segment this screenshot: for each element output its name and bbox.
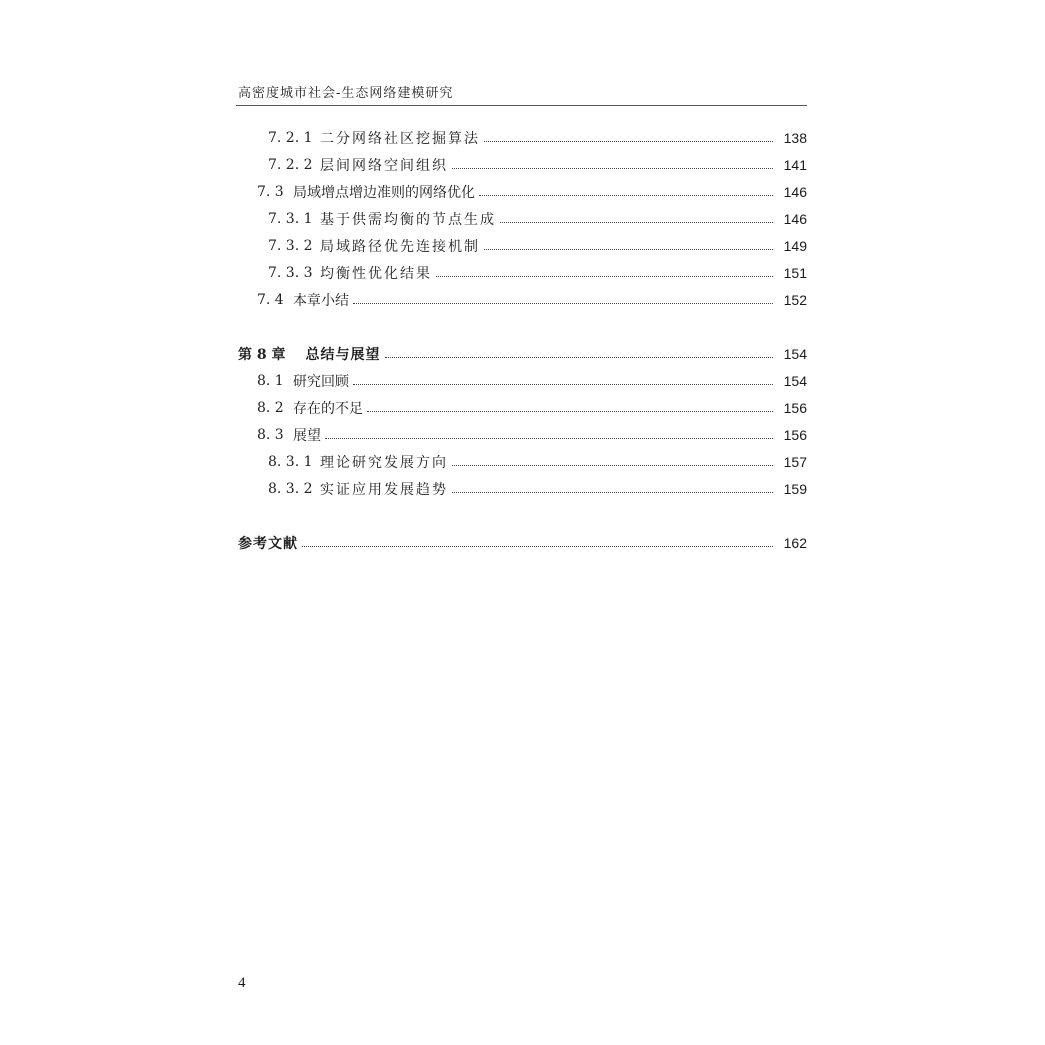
toc-section-number: 8. 3 bbox=[257, 426, 284, 443]
toc-page-number: 152 bbox=[783, 291, 807, 308]
toc-page-number: 159 bbox=[783, 480, 807, 497]
toc-entry-title: 总结与展望 bbox=[305, 346, 381, 363]
toc-section-number: 8. 2 bbox=[257, 399, 284, 416]
toc-page-number: 138 bbox=[783, 129, 807, 146]
dot-leader bbox=[367, 411, 773, 412]
toc-page-number: 162 bbox=[783, 534, 807, 551]
toc-entry-title: 理论研究发展方向 bbox=[320, 454, 448, 471]
toc-page-number: 156 bbox=[783, 426, 807, 443]
dot-leader bbox=[353, 303, 773, 304]
dot-leader bbox=[385, 357, 774, 358]
running-head: 高密度城市社会-生态网络建模研究 bbox=[238, 86, 454, 101]
toc-section-number: 7. 3. 3 bbox=[268, 264, 313, 281]
toc-section-number: 7. 3. 1 bbox=[268, 210, 313, 227]
dot-leader bbox=[452, 492, 773, 493]
toc-section-number: 7. 3 bbox=[257, 183, 284, 200]
toc-entry-7-2-1[interactable] bbox=[238, 124, 807, 151]
toc-entry-7-3-1[interactable] bbox=[238, 205, 807, 232]
toc-entry-title: 层间网络空间组织 bbox=[320, 157, 448, 174]
toc-entry-title: 实证应用发展趋势 bbox=[320, 481, 448, 498]
toc-entry-title: 展望 bbox=[293, 427, 321, 444]
dot-leader bbox=[452, 465, 773, 466]
toc-chapter-number: 第 8 章 bbox=[238, 346, 286, 363]
dot-leader bbox=[484, 249, 773, 250]
dot-leader bbox=[353, 384, 773, 385]
toc-page-number: 146 bbox=[783, 183, 807, 200]
toc-page-number: 151 bbox=[783, 264, 807, 281]
toc-entry-8-3[interactable] bbox=[238, 421, 807, 448]
toc-entry-7-3[interactable] bbox=[238, 178, 807, 205]
toc-entry-7-2-2[interactable] bbox=[238, 151, 807, 178]
toc-section-number: 7. 2. 1 bbox=[268, 129, 313, 146]
toc-section-number: 7. 3. 2 bbox=[268, 237, 313, 254]
toc-entry-7-3-3[interactable] bbox=[238, 259, 807, 286]
toc-section-number: 8. 1 bbox=[257, 372, 284, 389]
header-rule bbox=[236, 105, 807, 106]
dot-leader bbox=[452, 168, 773, 169]
dot-leader bbox=[484, 141, 773, 142]
toc-entry-title: 存在的不足 bbox=[293, 400, 363, 417]
dot-leader bbox=[325, 438, 773, 439]
toc-section-number: 8. 3. 1 bbox=[268, 453, 313, 470]
toc-entry-title: 参考文献 bbox=[238, 535, 298, 552]
toc-page-number: 156 bbox=[783, 399, 807, 416]
toc-page-number: 141 bbox=[783, 156, 807, 173]
toc-entry-7-3-2[interactable] bbox=[238, 232, 807, 259]
toc-entry-title: 研究回顾 bbox=[293, 373, 349, 390]
toc-section-number: 7. 4 bbox=[257, 291, 284, 308]
toc-entry-8-2[interactable] bbox=[238, 394, 807, 421]
toc-entry-8-3-1[interactable] bbox=[238, 448, 807, 475]
toc-page-number: 154 bbox=[783, 345, 807, 362]
toc-entry-references[interactable] bbox=[238, 529, 807, 556]
toc-entry-title: 均衡性优化结果 bbox=[320, 265, 432, 282]
toc-entry-7-4[interactable] bbox=[238, 286, 807, 313]
toc-entry-title: 局域增点增边准则的网络优化 bbox=[293, 184, 475, 201]
toc-section-number: 8. 3. 2 bbox=[268, 480, 313, 497]
toc-entry-title: 基于供需均衡的节点生成 bbox=[320, 211, 496, 228]
toc-entry-8-1[interactable] bbox=[238, 367, 807, 394]
toc-page-number: 146 bbox=[783, 210, 807, 227]
dot-leader bbox=[500, 222, 773, 223]
toc-page-number: 149 bbox=[783, 237, 807, 254]
toc-page-number: 154 bbox=[783, 372, 807, 389]
toc-section-number: 7. 2. 2 bbox=[268, 156, 313, 173]
toc-page-number: 157 bbox=[783, 453, 807, 470]
toc-entry-title: 二分网络社区挖掘算法 bbox=[320, 130, 480, 147]
toc-entry-8-3-2[interactable] bbox=[238, 475, 807, 502]
toc-entry-title: 局域路径优先连接机制 bbox=[320, 238, 480, 255]
dot-leader bbox=[302, 546, 773, 547]
toc-entry-title: 本章小结 bbox=[293, 292, 349, 309]
dot-leader bbox=[436, 276, 773, 277]
page-number: 4 bbox=[238, 975, 246, 991]
dot-leader bbox=[479, 195, 773, 196]
toc-entry-chapter-8[interactable] bbox=[238, 340, 807, 367]
